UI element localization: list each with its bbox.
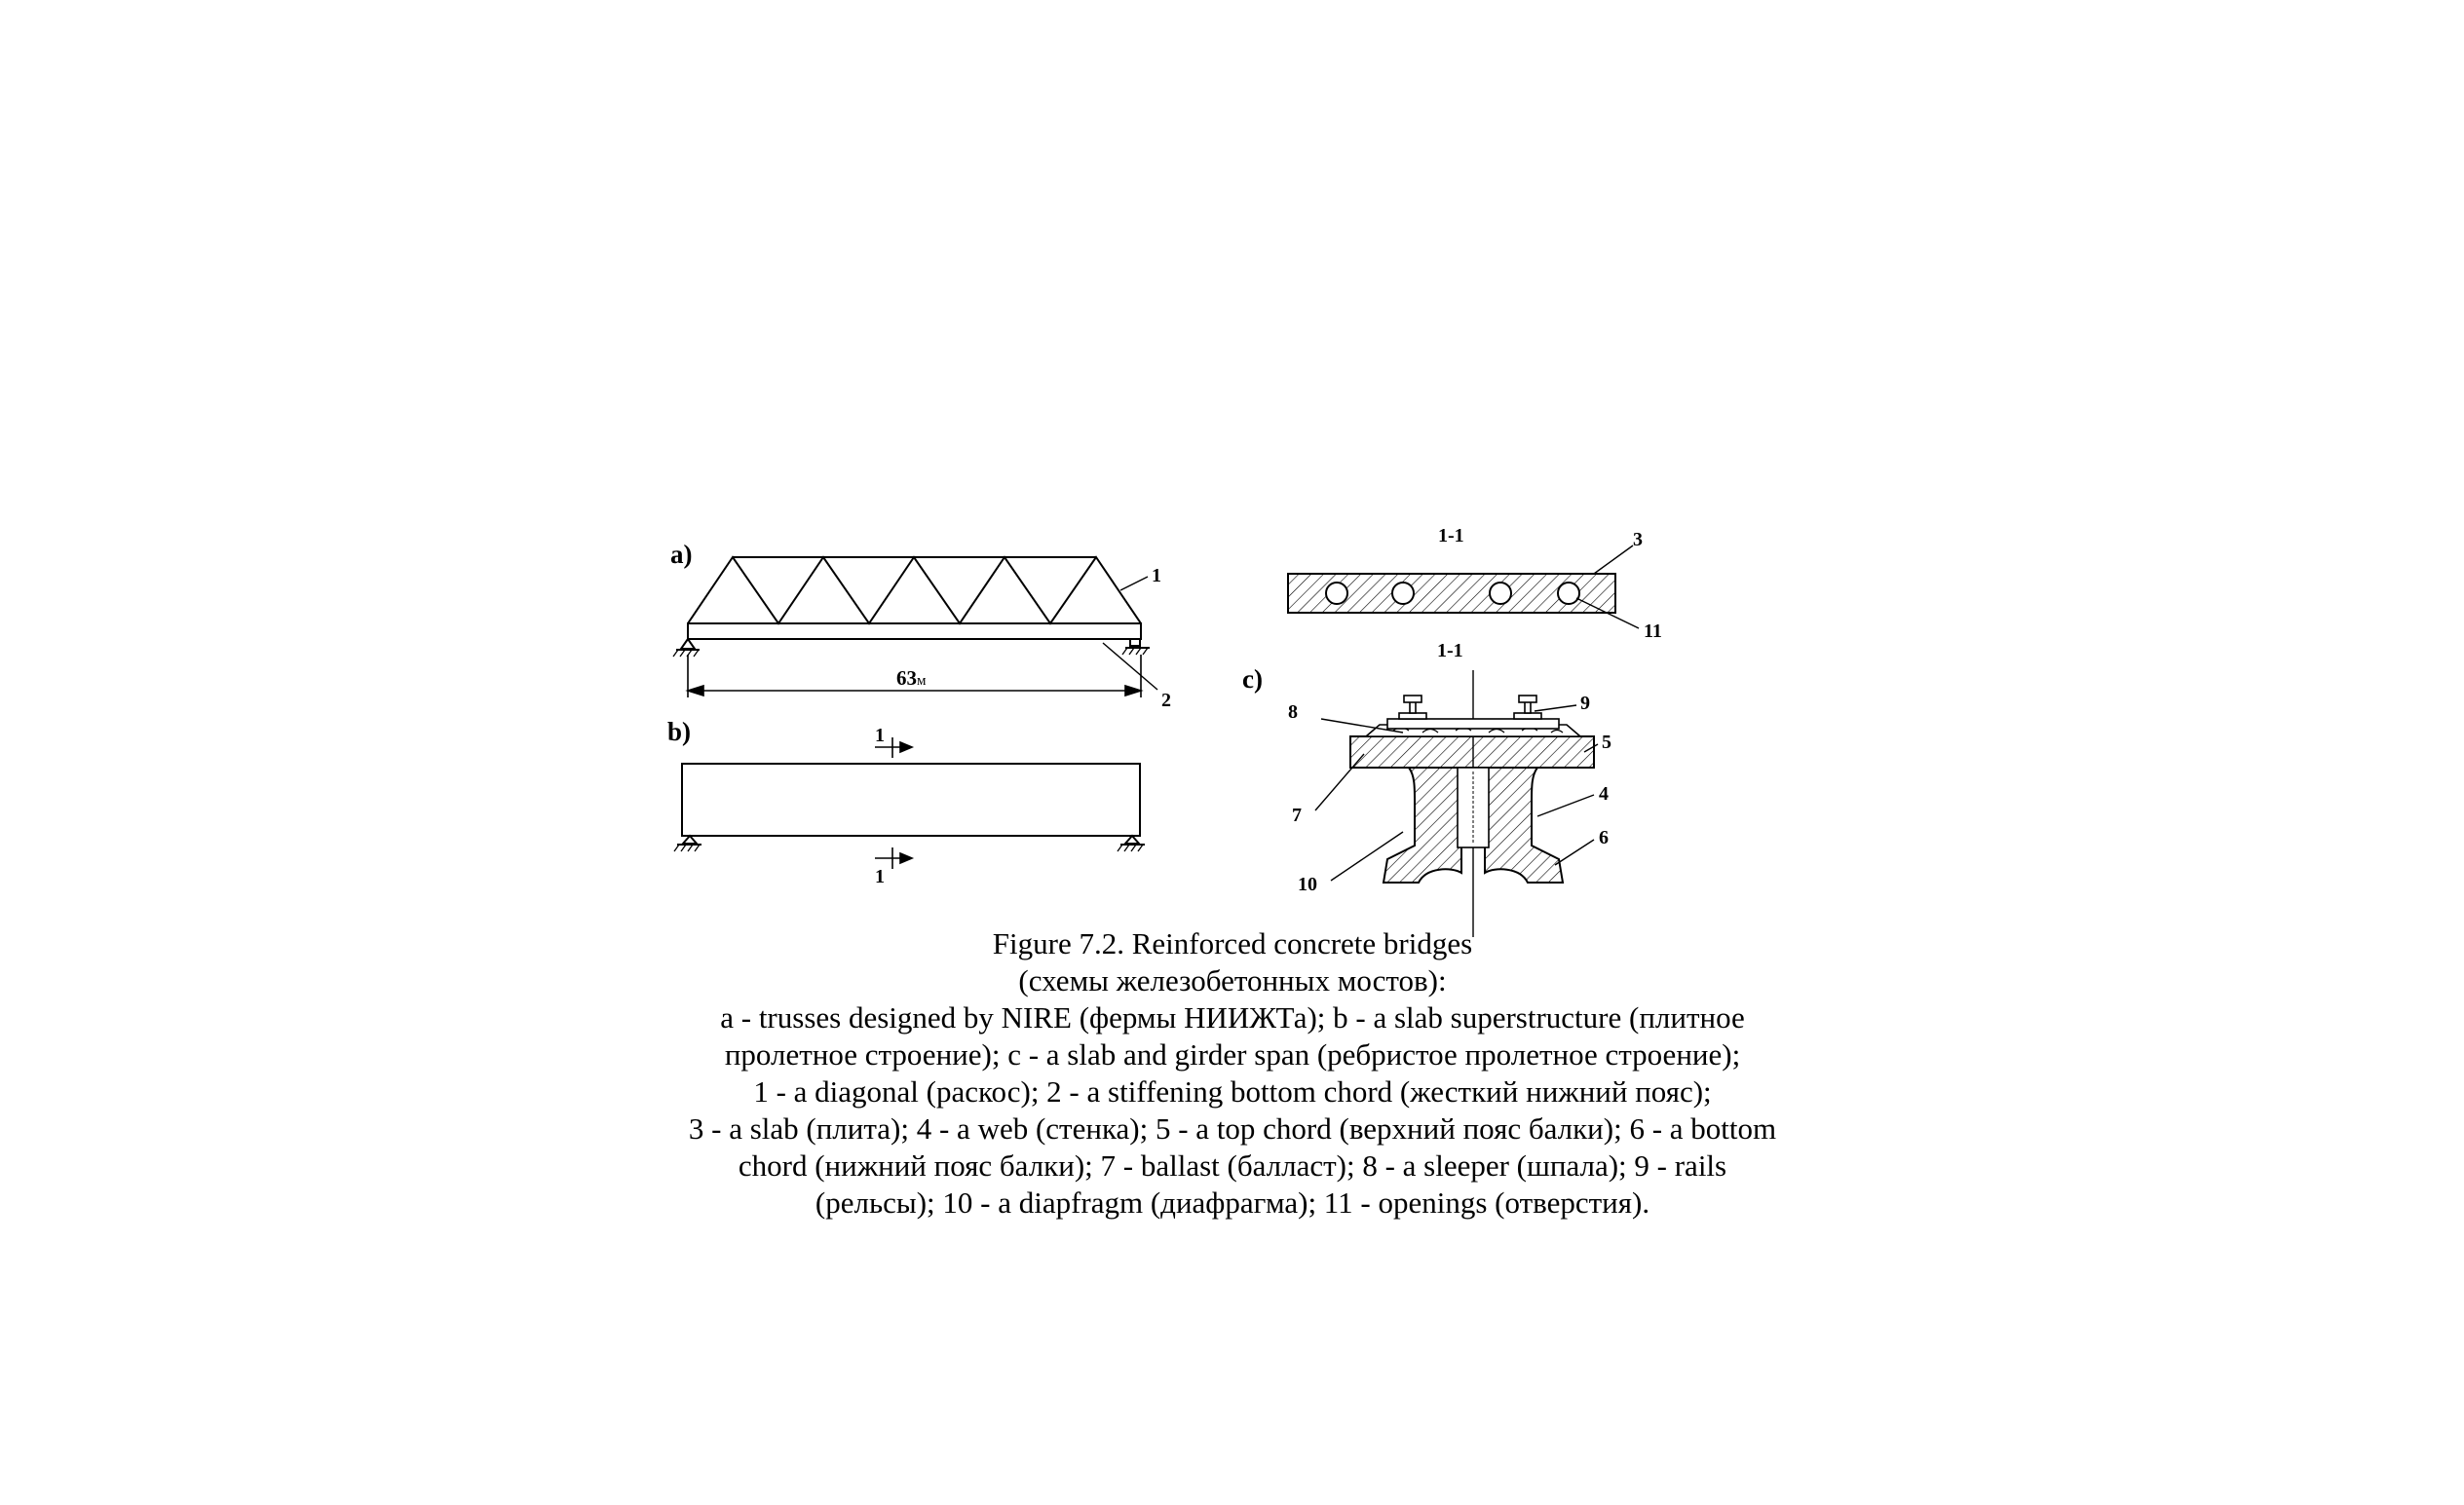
leader-4 bbox=[1537, 795, 1594, 816]
leader-2 bbox=[1103, 643, 1157, 690]
callout-5: 5 bbox=[1602, 732, 1611, 753]
caption-title: Figure 7.2. Reinforced concrete bridges bbox=[992, 926, 1473, 960]
slab-support-left bbox=[674, 836, 701, 851]
girder-section bbox=[1315, 670, 1598, 937]
girder-section-title: 1-1 bbox=[1437, 640, 1463, 661]
figure-caption bbox=[546, 925, 1919, 1222]
slab-opening bbox=[1558, 583, 1579, 604]
rail-left bbox=[1399, 696, 1426, 719]
caption-line: 1 - a diagonal (раскос); 2 - a stiffening bottom chord (жесткий нижний пояс); bbox=[753, 1074, 1712, 1109]
callout-11: 11 bbox=[1644, 621, 1662, 642]
leader-7 bbox=[1315, 754, 1364, 810]
web-right bbox=[1485, 768, 1563, 883]
callout-1: 1 bbox=[1152, 565, 1161, 586]
caption-line: (рельсы); 10 - a diapfragm (диафрагма); 11 - openings (отверстия). bbox=[815, 1185, 1650, 1220]
slab-support-right bbox=[1118, 836, 1145, 851]
sleeper bbox=[1387, 719, 1559, 729]
callout-4: 4 bbox=[1599, 783, 1609, 805]
caption-line: (схемы железобетонных мостов): bbox=[1018, 963, 1447, 997]
callout-10: 10 bbox=[1298, 874, 1317, 895]
slab-opening bbox=[1490, 583, 1511, 604]
slab-span-elevation bbox=[682, 764, 1140, 836]
caption-line: пролетное строение); c - a slab and girder span (ребристое пролетное строение); bbox=[724, 1037, 1741, 1072]
truss-bottom-chord bbox=[688, 623, 1141, 639]
caption-line: 3 - a slab (плита); 4 - a web (стенка); 5 - a top chord (верхний пояс балки); 6 - a bottom bbox=[688, 1111, 1777, 1146]
span-dimension bbox=[896, 666, 927, 690]
top-chord-slab bbox=[1350, 736, 1594, 768]
slab-section-title: 1-1 bbox=[1438, 525, 1464, 546]
rail-right bbox=[1514, 696, 1541, 719]
callout-6: 6 bbox=[1599, 827, 1609, 848]
caption-line: a - trusses designed by NIRE (фермы НИИЖТа); b - a slab superstructure (плитное bbox=[720, 1000, 1745, 1035]
callout-9: 9 bbox=[1580, 693, 1590, 714]
span-dimension-unit: м bbox=[917, 673, 927, 689]
callout-8: 8 bbox=[1288, 701, 1298, 723]
cut-mark-bottom-label: 1 bbox=[875, 866, 885, 887]
panel-a-label: a) bbox=[670, 540, 693, 569]
callout-2: 2 bbox=[1161, 690, 1171, 711]
callout-3: 3 bbox=[1633, 529, 1643, 550]
slab-span-diagram bbox=[674, 737, 1145, 869]
slab-opening bbox=[1326, 583, 1347, 604]
hollow-slab-section bbox=[1288, 546, 1639, 628]
leader-9 bbox=[1535, 705, 1576, 711]
truss-diagonals bbox=[688, 557, 1141, 623]
leader-6 bbox=[1555, 840, 1594, 865]
caption-line: chord (нижний пояс балки); 7 - ballast (балласт); 8 - a sleeper (шпала); 9 - rails bbox=[738, 1148, 1727, 1183]
panel-b-label: b) bbox=[667, 717, 692, 746]
callout-7: 7 bbox=[1292, 805, 1302, 826]
truss-support-left bbox=[673, 639, 700, 657]
cut-mark-top-label: 1 bbox=[875, 725, 885, 746]
truss-support-right bbox=[1122, 639, 1150, 655]
leader-3 bbox=[1594, 546, 1633, 574]
span-dimension-value: 63 bbox=[896, 666, 917, 690]
slab-opening bbox=[1392, 583, 1414, 604]
web-left bbox=[1384, 768, 1461, 883]
panel-c-label: c) bbox=[1242, 664, 1263, 694]
leader-1 bbox=[1120, 577, 1148, 590]
